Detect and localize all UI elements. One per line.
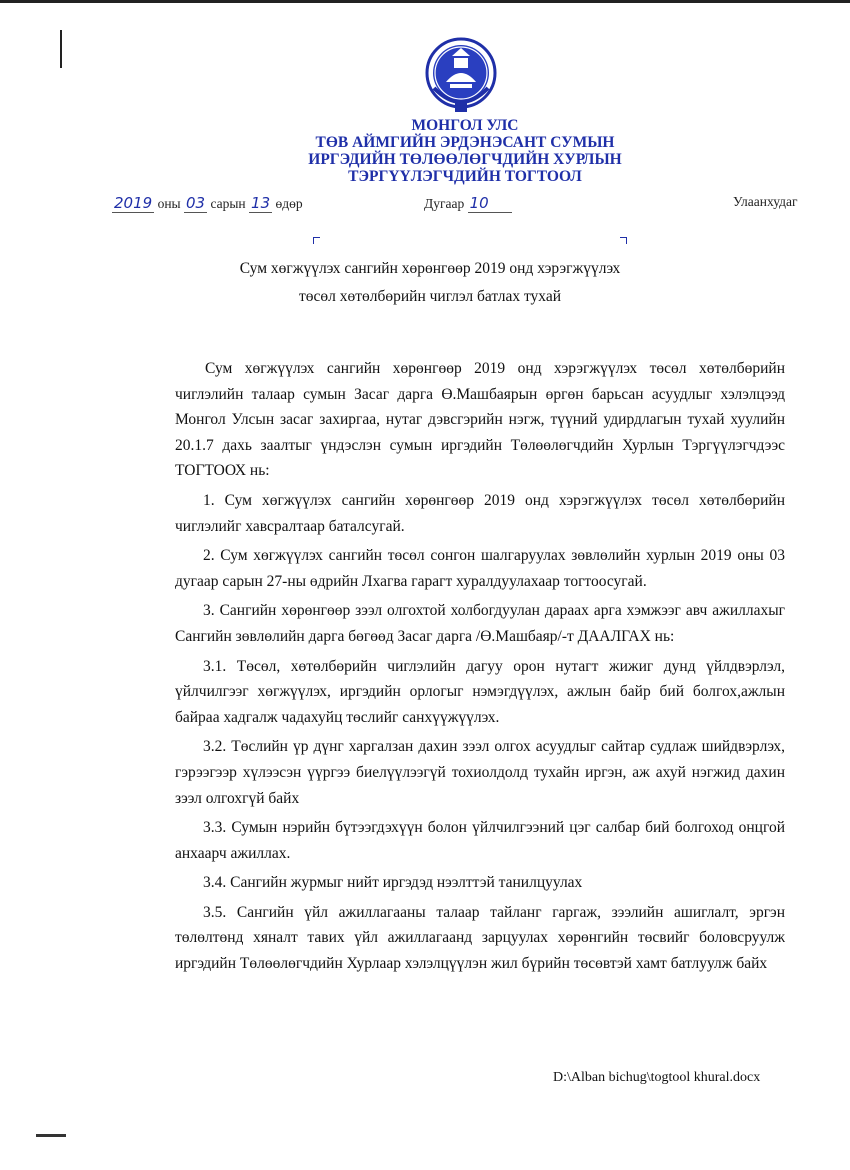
header-province: ТӨВ АЙМГИЙН ЭРДЭНЭСАНТ СУМЫН [315,134,615,151]
body-item-3-4: 3.4. Сангийн журмыг нийт иргэдэд нээлттэй танилцуулах [203,874,583,892]
title-corner-left [313,237,320,244]
document-place: Улаанхудаг [733,194,798,209]
body-item-3: 3. Сангийн хөрөнгөөр зээл олгохтой холбогдуулан дараах арга хэмжээг авч ажиллахыг Сангийн зөвлөлийн дарга бөгөөд Засаг дарга /Ө.Машбаяр/-т ДААЛГАХ нь: [175,602,785,645]
header-doc-type: ТЭРГҮҮЛЭГЧДИЙН ТОГТООЛ [348,168,582,185]
document-number [424,194,512,213]
margin-mark [60,30,62,68]
document-body [175,356,785,981]
number-value: 10 [468,194,512,213]
body-intro: Сум хөгжүүлэх сангийн хөрөнгөөр 2019 онд хэрэгжүүлэх төсөл хөтөлбөрийн чиглэлийн талаар сумын Засаг дарга Ө.Машбаярын өргөн барьсан асуудлыг хэлэлцээд Монгол Улсын засаг захиргаа, нутаг дэвсгэрийн нэгж, түүний удирдлагын тухай хуулийн 20.1.7 дахь заалтыг үндэслэн сумын иргэдийн Төлөөлөгчдийн Хурлын Тэргүүлэгчдээс ТОГТООХ нь: [175,360,785,480]
document-title [180,255,680,311]
body-item-3-2: 3.2. Төслийн үр дүнг харгалзан дахин зээл олгох асуудлыг сайтар судлаж шийдвэрлэх, гэрээгээр хүлээсэн үүргээ биелүүлээгүй тохиолдолд тухайн иргэн, аж ахуй нэгжид дахин зээл олгохгүй байх [175,738,785,807]
date-year-label: оны [157,196,181,211]
state-emblem-icon [424,36,498,116]
date-month: 03 [185,194,206,212]
date-day-label: өдөр [275,196,303,211]
bottom-margin-mark [36,1134,66,1137]
body-item-1: 1. Сум хөгжүүлэх сангийн хөрөнгөөр 2019 онд хэрэгжүүлэх төсөл хөтөлбөрийн чиглэлийг хавсралтаар баталсугай. [175,491,785,535]
document-date [112,194,303,213]
body-item-3-1: 3.1. Төсөл, хөтөлбөрийн чиглэлийн дагуу орон нутагт жижиг дунд үйлдвэрлэл, үйлчилгээг хөгжүүлэх, иргэдийн орлогыг нэмэгдүүлэх, ажлын байр бий болгох,ажлын байраа хадгалж чадахуйц төслийг санхүүжүүлэх. [175,657,785,726]
title-line-2: төсөл хөтөлбөрийн чиглэл батлах тухай [298,288,562,305]
body-item-3-5: 3.5. Сангийн үйл ажиллагааны талаар тайланг гаргаж, зээлийн ашиглалт, эргэн төлөлтөнд хяналт тавих үйл ажиллагаанд зарцуулах хөрөнгийн төсвийг боловсруулж иргэдийн Төлөөлөгчдийн Хурлаар хэлэлцүүлэн жил бүрийн төсөвтэй хамт батлуулж байх [175,903,785,973]
body-item-3-3: 3.3. Сумын нэрийн бүтээгдэхүүн болон үйлчилгээний цэг салбар бий болгоход онцгой анхаарч ажиллах. [175,819,785,862]
date-day: 13 [251,194,271,212]
header-country: МОНГОЛ УЛС [411,117,519,134]
top-border-line [0,0,850,3]
number-label: Дугаар [424,196,465,211]
title-corner-right [620,237,627,244]
header-council: ИРГЭДИЙН ТӨЛӨӨЛӨГЧДИЙН ХУРЛЫН [308,151,622,168]
date-year: 2019 [114,194,153,212]
footer-file-path: D:\Alban bichug\togtool khural.docx [553,1070,761,1085]
document-header [250,117,680,185]
date-month-label: сарын [210,196,246,211]
title-line-1: Сум хөгжүүлэх сангийн хөрөнгөөр 2019 онд хэрэгжүүлэх [239,260,621,277]
body-item-2: 2. Сум хөгжүүлэх сангийн төсөл сонгон шалгаруулах зөвлөлийн хурлын 2019 оны 03 дугаар сарын 27-ны өдрийн Лхагва гарагт хуралдуулахаар тогтоосугай. [175,547,785,590]
